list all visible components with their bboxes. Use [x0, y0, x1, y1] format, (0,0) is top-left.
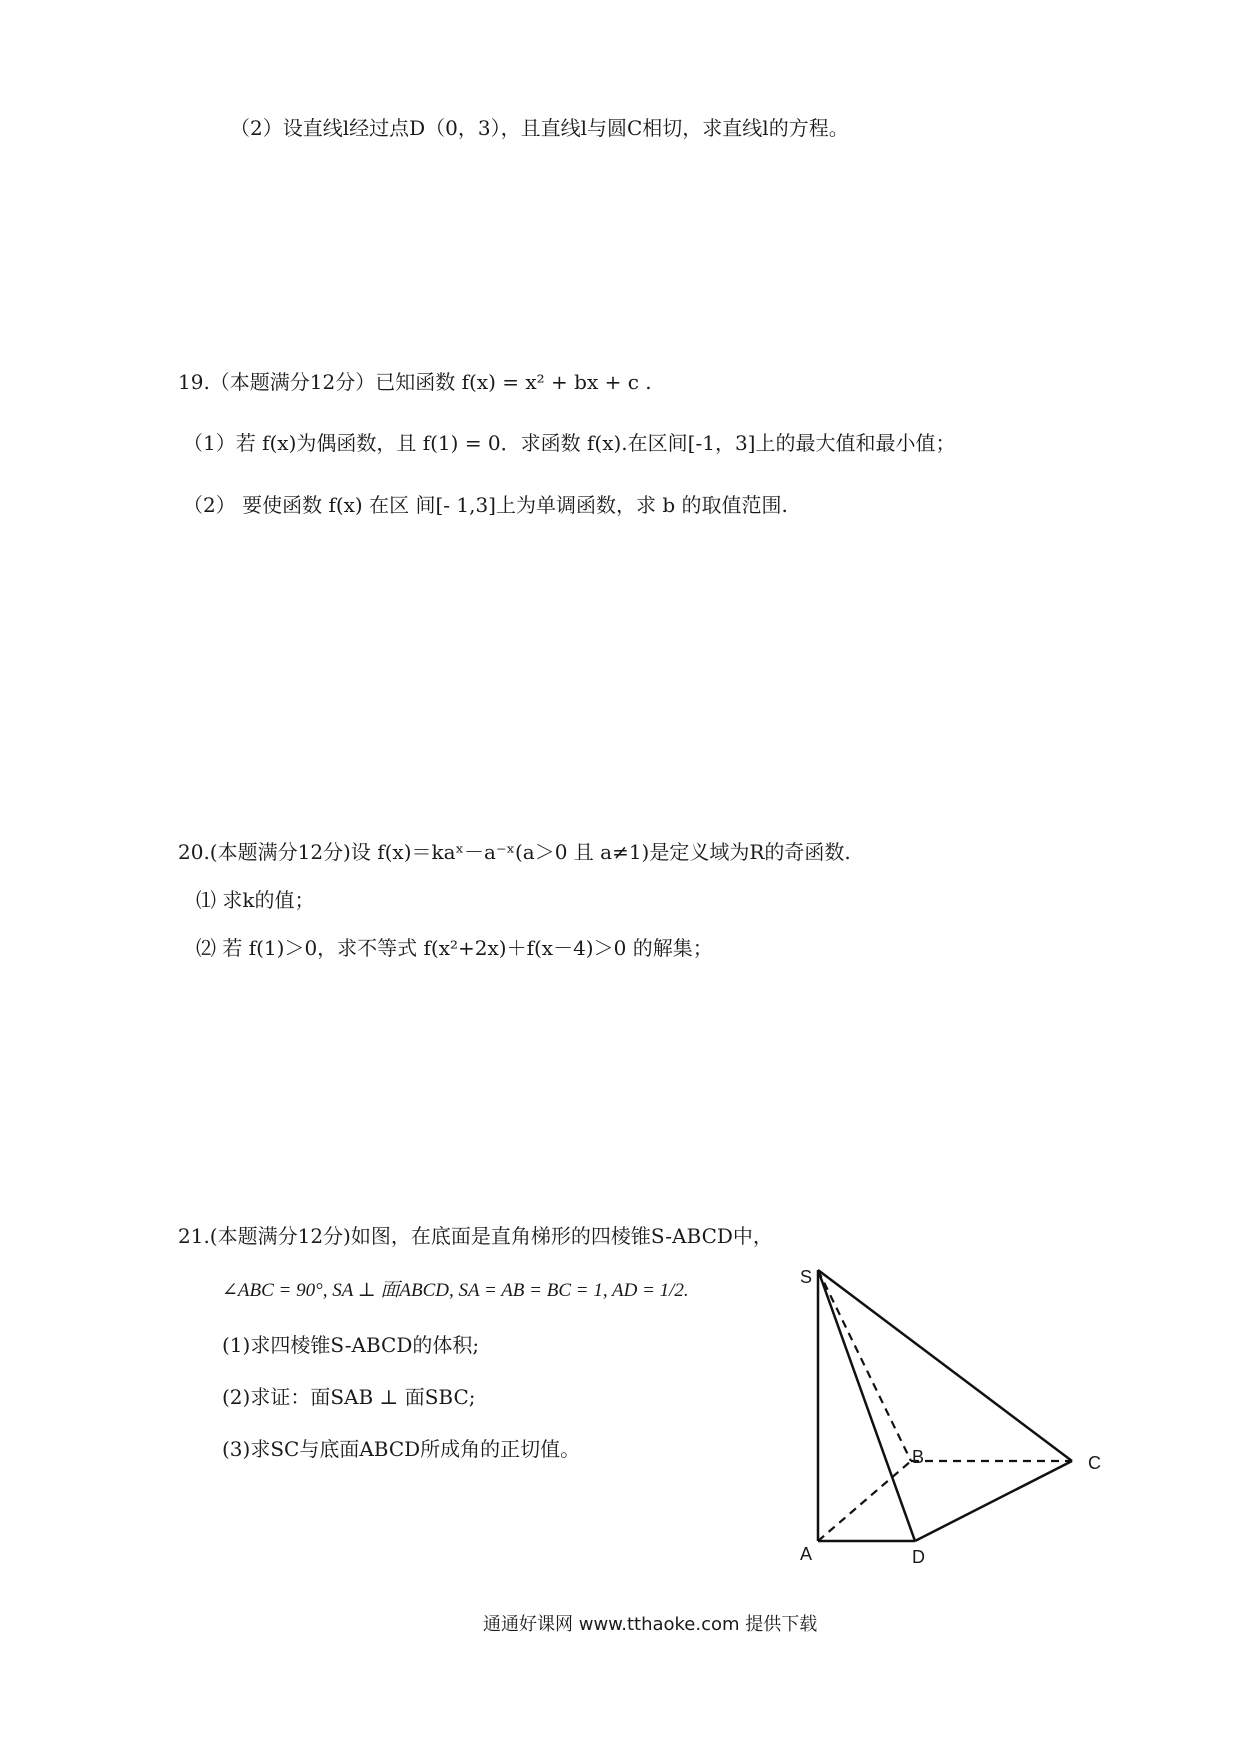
question-21-part-2: (2)求证：面SAB ⊥ 面SBC;	[222, 1385, 476, 1409]
label-C: C	[1088, 1453, 1101, 1473]
label-A: A	[800, 1544, 813, 1564]
label-B: B	[912, 1447, 925, 1467]
edge-SB-hidden	[818, 1270, 911, 1461]
question-19-stem: 19.（本题满分12分）已知函数 f(x) = x² + bx + c .	[178, 370, 652, 394]
question-18-part-2: （2）设直线l经过点D（0，3），且直线l与圆C相切，求直线l的方程。	[230, 116, 849, 140]
label-S: S	[800, 1267, 813, 1287]
question-21-stem: 21.(本题满分12分)如图，在底面是直角梯形的四棱锥S-ABCD中，	[178, 1224, 773, 1248]
question-20-part-1: ⑴ 求k的值；	[196, 888, 315, 912]
edge-SC	[818, 1270, 1072, 1461]
question-20-part-2: ⑵ 若 f(1)＞0，求不等式 f(x²+2x)＋f(x－4)＞0 的解集；	[196, 936, 713, 960]
question-19-part-2: （2） 要使函数 f(x) 在区 间[- 1,3]上为单调函数，求 b 的取值范围.	[183, 493, 788, 517]
edge-AB-hidden	[818, 1461, 911, 1541]
label-D: D	[912, 1547, 925, 1567]
question-21-part-1: (1)求四棱锥S-ABCD的体积;	[222, 1333, 480, 1357]
edge-DC	[915, 1461, 1072, 1541]
question-20-stem: 20.(本题满分12分)设 f(x)＝kaˣ－a⁻ˣ(a＞0 且 a≠1)是定义域为R的奇函数.	[178, 840, 851, 864]
footer-source: 通通好课网 www.tthaoke.com 提供下载	[483, 1614, 818, 1635]
question-21-part-3: (3)求SC与底面ABCD所成角的正切值。	[222, 1437, 581, 1461]
question-21-condition: ∠ABC = 90°, SA ⊥ 面ABCD, SA = AB = BC = 1, AD = 1/2.	[222, 1280, 689, 1301]
question-19-part-1: （1）若 f(x)为偶函数，且 f(1) = 0．求函数 f(x).在区间[-1，3]上的最大值和最小值；	[183, 431, 956, 455]
